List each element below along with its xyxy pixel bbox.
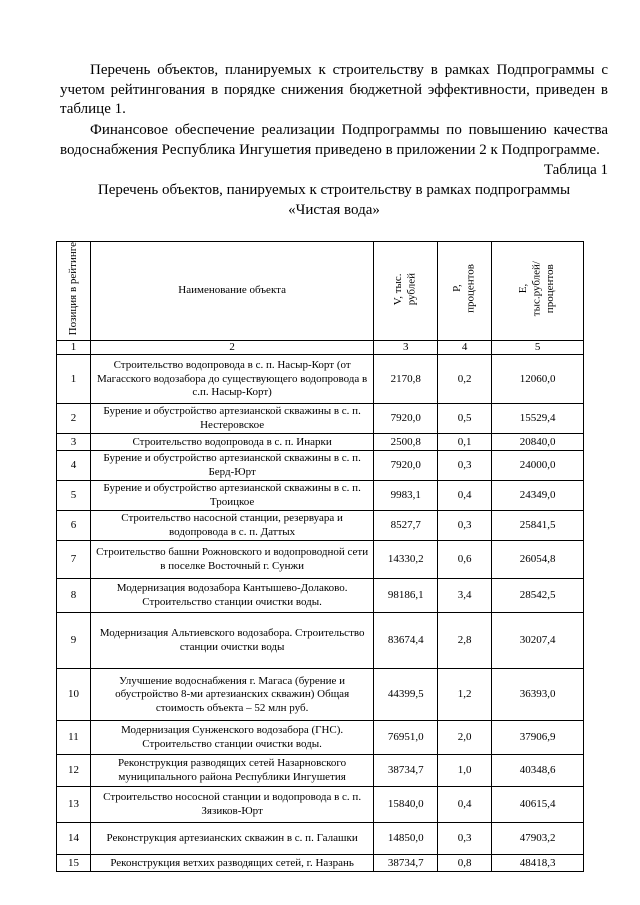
header-e	[492, 242, 584, 341]
cell-e: 26054,8	[492, 541, 584, 579]
cell-position: 12	[57, 755, 91, 787]
cell-p: 3,4	[438, 579, 492, 613]
header-e-line2: тыс.рублей/	[530, 261, 543, 317]
header-v-line2: рублей	[405, 272, 418, 305]
table-row	[57, 755, 584, 787]
header-p-line1: P,	[451, 284, 464, 293]
cell-object-name: Строительство нососной станции и водопровода в с. п. Зязиков-Юрт	[90, 787, 373, 823]
objects-table	[56, 241, 584, 872]
cell-p: 0,1	[438, 434, 492, 451]
cell-object-name: Строительство водопровода в с. п. Насыр-Корт (от Магасского водозабора до существующего водопровода в с.п. Насыр-Корт)	[90, 355, 373, 404]
cell-position: 14	[57, 823, 91, 855]
cell-v: 14330,2	[374, 541, 438, 579]
cell-object-name: Строительство водопровода в с. п. Инарки	[90, 434, 373, 451]
cell-v: 38734,7	[374, 855, 438, 872]
column-numbers-row	[57, 340, 584, 355]
cell-p: 2,8	[438, 613, 492, 669]
table-title-line2: «Чистая вода»	[288, 201, 380, 218]
header-e-label	[517, 261, 558, 316]
cell-e: 48418,3	[492, 855, 584, 872]
cell-p: 0,8	[438, 855, 492, 872]
cell-object-name: Бурение и обустройство артезианской скважины в с. п. Нестеровское	[90, 404, 373, 434]
column-number: 2	[90, 340, 373, 355]
table-row	[57, 787, 584, 823]
column-number: 5	[492, 340, 584, 355]
cell-p: 0,3	[438, 451, 492, 481]
cell-v: 7920,0	[374, 404, 438, 434]
paragraph-objects-list: Перечень объектов, планируемых к строительству в рамках Подпрограммы с учетом рейтингования в порядке снижения бюджетной эффективности, приведен в таблице 1.	[60, 62, 608, 117]
paragraph-financing: Финансовое обеспечение реализации Подпрограммы по повышению качества водоснабжения Республика Ингушетия приведено в приложении 2 к Подпрограмме.	[60, 122, 608, 158]
header-v-label	[392, 273, 419, 305]
cell-object-name: Модернизация Сунженского водозабора (ГНС). Строительство станции очистки воды.	[90, 721, 373, 755]
header-object-name	[90, 242, 373, 341]
cell-object-name: Реконструкция разводящих сетей Назарновского муниципального района Республики Ингушетия	[90, 755, 373, 787]
cell-position: 7	[57, 541, 91, 579]
table-row	[57, 721, 584, 755]
header-p	[438, 242, 492, 341]
header-v-line1: V, тыс.	[392, 272, 405, 305]
cell-e: 20840,0	[492, 434, 584, 451]
cell-v: 7920,0	[374, 451, 438, 481]
cell-p: 0,3	[438, 511, 492, 541]
cell-object-name: Строительство башни Рожновского и водопроводной сети в поселке Восточный г. Сунжи	[90, 541, 373, 579]
cell-position: 3	[57, 434, 91, 451]
cell-position: 10	[57, 669, 91, 721]
cell-p: 0,3	[438, 823, 492, 855]
cell-object-name: Строительство насосной станции, резервуара и водопровода в с. п. Даттых	[90, 511, 373, 541]
table-row	[57, 404, 584, 434]
cell-v: 83674,4	[374, 613, 438, 669]
cell-p: 0,2	[438, 355, 492, 404]
cell-p: 1,0	[438, 755, 492, 787]
cell-v: 2170,8	[374, 355, 438, 404]
cell-v: 38734,7	[374, 755, 438, 787]
header-e-line3: процентов	[544, 264, 557, 314]
header-p-label	[451, 264, 478, 313]
header-v	[374, 242, 438, 341]
cell-e: 25841,5	[492, 511, 584, 541]
cell-e: 12060,0	[492, 355, 584, 404]
cell-v: 2500,8	[374, 434, 438, 451]
cell-e: 36393,0	[492, 669, 584, 721]
cell-object-name: Реконструкция артезианских скважин в с. п. Галашки	[90, 823, 373, 855]
cell-v: 76951,0	[374, 721, 438, 755]
table-title	[60, 181, 608, 220]
cell-p: 0,4	[438, 481, 492, 511]
table-row	[57, 855, 584, 872]
cell-position: 6	[57, 511, 91, 541]
cell-position: 1	[57, 355, 91, 404]
cell-position: 4	[57, 451, 91, 481]
cell-p: 2,0	[438, 721, 492, 755]
cell-object-name: Модернизация Альтиевского водозабора. Строительство станции очистки воды	[90, 613, 373, 669]
table-row	[57, 613, 584, 669]
cell-object-name: Бурение и обустройство артезианской скважины в с. п. Троицкое	[90, 481, 373, 511]
header-object-name-label: Наименование объекта	[178, 284, 286, 297]
cell-e: 15529,4	[492, 404, 584, 434]
cell-v: 14850,0	[374, 823, 438, 855]
table-row	[57, 481, 584, 511]
cell-v: 98186,1	[374, 579, 438, 613]
table-row	[57, 823, 584, 855]
header-p-line2: процентов	[464, 264, 477, 314]
cell-e: 30207,4	[492, 613, 584, 669]
cell-e: 24000,0	[492, 451, 584, 481]
table-row	[57, 669, 584, 721]
header-position	[57, 242, 91, 341]
cell-position: 2	[57, 404, 91, 434]
cell-e: 40348,6	[492, 755, 584, 787]
cell-object-name: Бурение и обустройство артезианской скважины в с. п. Берд-Юрт	[90, 451, 373, 481]
cell-position: 11	[57, 721, 91, 755]
cell-object-name: Модернизация водозабора Кантышево-Долаково. Строительство станции очистки воды.	[90, 579, 373, 613]
cell-object-name: Реконструкция ветхих разводящих сетей, г. Назрань	[90, 855, 373, 872]
cell-p: 0,6	[438, 541, 492, 579]
table-row	[57, 579, 584, 613]
cell-object-name: Улучшение водоснабжения г. Магаса (бурение и обустройство 8-ми артезианских скважин) Общая стоимость объекта – 52 млн руб.	[90, 669, 373, 721]
cell-p: 0,4	[438, 787, 492, 823]
cell-e: 24349,0	[492, 481, 584, 511]
cell-position: 8	[57, 579, 91, 613]
table-row	[57, 541, 584, 579]
cell-e: 28542,5	[492, 579, 584, 613]
cell-position: 5	[57, 481, 91, 511]
table-row	[57, 434, 584, 451]
cell-e: 40615,4	[492, 787, 584, 823]
cell-v: 15840,0	[374, 787, 438, 823]
table-body	[57, 355, 584, 872]
table-header-row	[57, 242, 584, 341]
table-row	[57, 451, 584, 481]
column-number: 3	[374, 340, 438, 355]
cell-p: 1,2	[438, 669, 492, 721]
cell-p: 0,5	[438, 404, 492, 434]
cell-position: 15	[57, 855, 91, 872]
header-position-label: Позиция в рейтинге	[66, 242, 79, 336]
table-reference: Таблица 1	[543, 162, 608, 178]
cell-v: 9983,1	[374, 481, 438, 511]
cell-e: 47903,2	[492, 823, 584, 855]
column-number: 4	[438, 340, 492, 355]
header-e-line1: E,	[517, 283, 530, 294]
column-number: 1	[57, 340, 91, 355]
cell-v: 8527,7	[374, 511, 438, 541]
cell-e: 37906,9	[492, 721, 584, 755]
cell-v: 44399,5	[374, 669, 438, 721]
table-row	[57, 511, 584, 541]
table-row	[57, 355, 584, 404]
table-title-line1: Перечень объектов, панируемых к строительству в рамках подпрограммы	[97, 182, 571, 198]
cell-position: 9	[57, 613, 91, 669]
cell-position: 13	[57, 787, 91, 823]
